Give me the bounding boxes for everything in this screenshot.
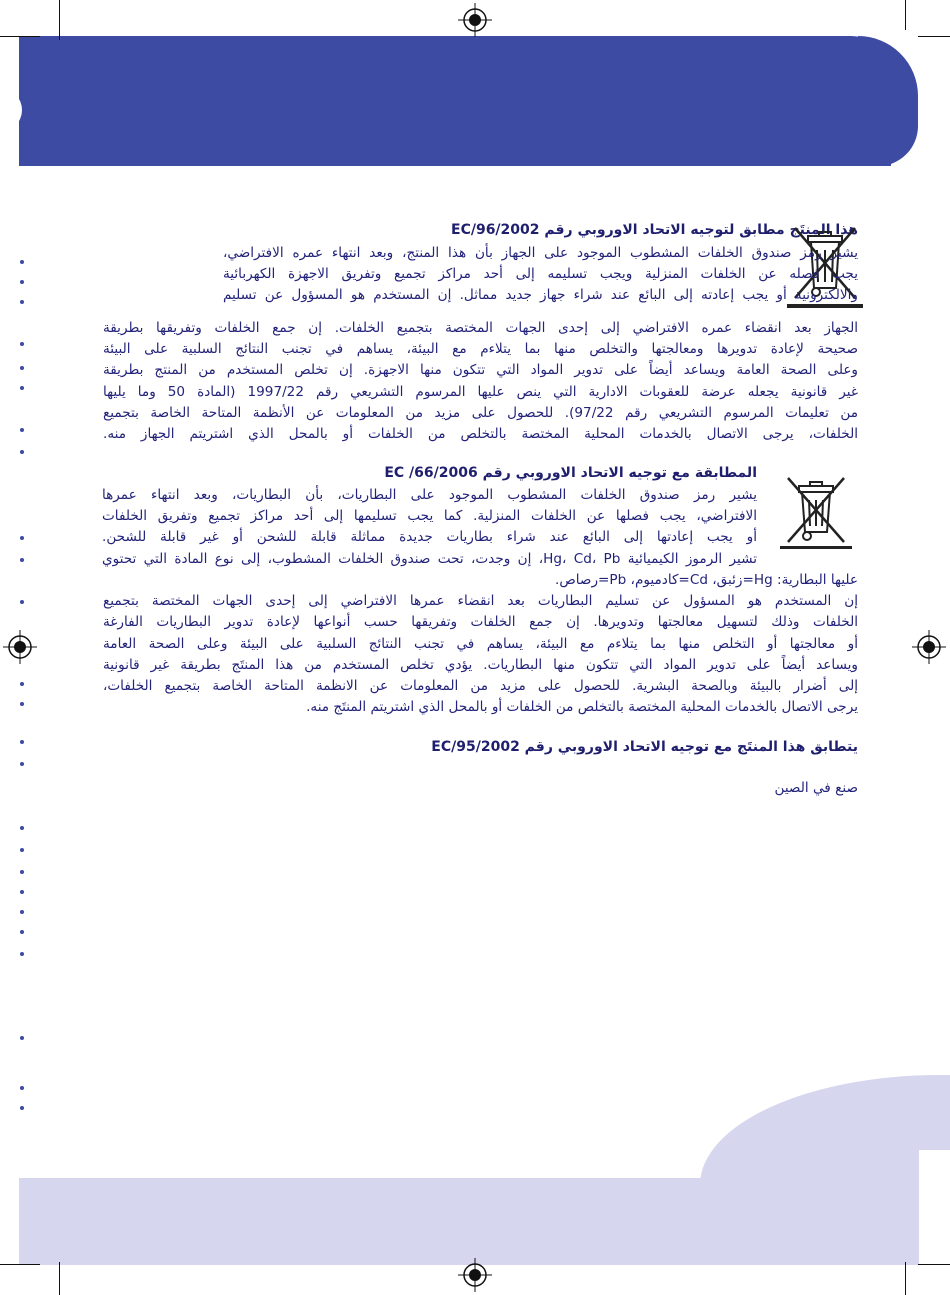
crop-mark [59, 0, 60, 40]
section2-intro-line: يشير رمز صندوق الخلفات المشطوب الموجود على البطاريات، بأن البطاريات، وبعد انتهاء عمرها [102, 487, 757, 503]
section2-body-line: الخلفات وذلك لتسهيل معالجتها وتدويرها. إن جمع الخلفات وتفريقها حسب أنواعها لإعادة تدوير البطاريات الفارغة [103, 614, 858, 631]
section1-intro [223, 243, 858, 307]
crop-mark [905, 0, 906, 30]
margin-bullet [20, 762, 24, 766]
section1-intro-line: يجب فصله عن الخلفات المنزلية ويجب تسليمه إلى أحد مراكز تجميع وتفريق الاجهزة الكهربائية [223, 266, 858, 283]
margin-bullet [20, 682, 24, 686]
section1-body-line: الجهاز بعد انقضاء عمره الافتراضي إلى إحدى الجهات المختصة بتجميع الخلفات. إن جمع الخلفات وتفريقها بطريقة [103, 320, 858, 336]
section2-intro-line: أو يجب إعادتها إلى البائع عند شراء بطاريات جديدة مماثلة قابلة للشحن أو غير قابلة للشحن. [102, 529, 757, 546]
footer-band [19, 1178, 919, 1265]
margin-bullet [20, 910, 24, 914]
section1-body-line: غير قانونية يجعله عرضة للعقوبات الادارية التي ينص عليها المرسوم التشريعي رقم 1997/22 (المادة 50 وما يليها [103, 383, 858, 400]
section2-intro-line: تشير الرموز الكيميائية Hg، Cd، Pb، إن وجدت، تحت صندوق الخلفات المشطوب، إلى نوع المادة التي تحتوي [102, 550, 757, 567]
margin-bullet [20, 300, 24, 304]
section2-body-line: ويساعد أيضاً على تدوير المواد التي تتكون منها البطاريات. يؤدي تخلص المستخدم من هذا المنتَج بطريقة غير قانونية [103, 656, 858, 673]
section1-body-line: الخلفات، يرجى الاتصال بالخدمات المحلية المختصة بالتخلص من الخلفات أو بالمحل الذي اشتريتم الجهاز منه. [103, 426, 858, 443]
crop-mark [905, 1262, 906, 1295]
section1-body-line: وعلى الصحة العامة ويساعد أيضاً على تدوير المواد التي تتكون منها الاجهزة. إن تخلص المستخدم من المنتج بطريقة [103, 362, 858, 379]
margin-bullet [20, 826, 24, 830]
section1-body-line: من تعليمات المرسوم التشريعي رقم 97/22). للحصول على مزيد من المعلومات عن الأنظمة المتاحة الخاصة بتجميع [103, 404, 858, 421]
section2-heading: المطابقة مع توجيه الاتحاد الاوروبي رقم EC /66/2006 [384, 465, 757, 481]
section1-body-line: صحيحة لإعادة تدويرها ومعالجتها والتخلص منها بما يتلاءم مع البيئة، يساهم في تجنب النتائج السلبية على البيئة [103, 341, 858, 358]
section2-body-line: عليها البطارية: Hg=زئبق، Cd=كادميوم، Pb=رصاص. [555, 572, 858, 588]
section2-icon [780, 470, 852, 549]
margin-bullet [20, 386, 24, 390]
crop-mark [918, 1264, 950, 1265]
section2-body [103, 570, 858, 718]
header-band-cap [858, 36, 918, 166]
margin-bullet [20, 1106, 24, 1110]
margin-bullet [20, 930, 24, 934]
margin-bullet [20, 600, 24, 604]
made-in-label: صنع في الصين [774, 780, 858, 796]
margin-bullet [20, 870, 24, 874]
section3-heading: يتطابق هذا المنتَج مع توجيه الاتحاد الاوروبي رقم EC/95/2002 [431, 739, 858, 755]
crop-mark [918, 36, 950, 37]
margin-bullet [20, 702, 24, 706]
margin-bullet [20, 450, 24, 454]
section2-intro [102, 485, 757, 570]
margin-bullet [20, 342, 24, 346]
crop-mark [0, 36, 40, 37]
section1-intro-line: والالكترونية أو يجب إعادته إلى البائع عند شراء جهاز جديد مماثل. إن المستخدم هو المسؤول عن تسليم [223, 287, 858, 304]
margin-bullet [20, 558, 24, 562]
margin-bullet [20, 740, 24, 744]
section2-body-line: يرجى الاتصال بالخدمات المحلية المختصة بالتخلص من الخلفات أو بالمحل الذي اشتريتم المنتَج منه. [306, 699, 858, 716]
margin-bullet [20, 280, 24, 284]
section2-intro-line: الافتراضي، يجب فصلها عن الخلفات المنزلية. كما يجب تسليمها إلى أحد مراكز تجميع وتفريق الخلفات [102, 508, 757, 525]
margin-bullet [20, 952, 24, 956]
margin-bullet [20, 260, 24, 264]
section1-body [103, 318, 858, 445]
crop-mark [0, 1264, 40, 1265]
margin-bullet [20, 848, 24, 852]
section2-body-line: إن المستخدم هو المسؤول عن تسليم البطاريات بعد انقضاء عمرها الافتراضي إلى إحدى الجهات المختصة بتجميع [103, 593, 858, 610]
margin-bullet [20, 366, 24, 370]
crossed-out-battery-bin-icon [780, 470, 852, 546]
section2-body-line: أو معالجتها أو التخلص منها بما يتلاءم مع البيئة، يساهم في تجنب النتائج السلبية على البيئة وعلى الصحة العامة [103, 635, 858, 652]
margin-bullet [20, 890, 24, 894]
section2-body-line: إلى أضرار بالبيئة وبالصحة البشرية. للحصول على مزيد من المعلومات عن الانظمة المتاحة الخاصة بتجميع الخلفات، [103, 678, 858, 695]
header-band [19, 36, 891, 166]
registration-mark-top [458, 3, 492, 37]
margin-bullet [20, 428, 24, 432]
crop-mark [59, 1262, 60, 1295]
header-side-gap [918, 36, 950, 166]
registration-mark-left [3, 630, 37, 664]
registration-mark-right [912, 630, 946, 664]
section1-intro-line: يشير رمز صندوق الخلفات المشطوب الموجود على الجهاز بأن هذا المنتج، وبعد انتهاء عمره الافتراضي، [223, 245, 858, 261]
section1-heading: هذا المنتَج مطابق لتوجيه الاتحاد الاوروبي رقم EC/96/2002 [451, 222, 858, 238]
margin-bullet [20, 1086, 24, 1090]
margin-bullet [20, 1036, 24, 1040]
registration-mark-bottom [458, 1258, 492, 1292]
margin-bullet [20, 536, 24, 540]
